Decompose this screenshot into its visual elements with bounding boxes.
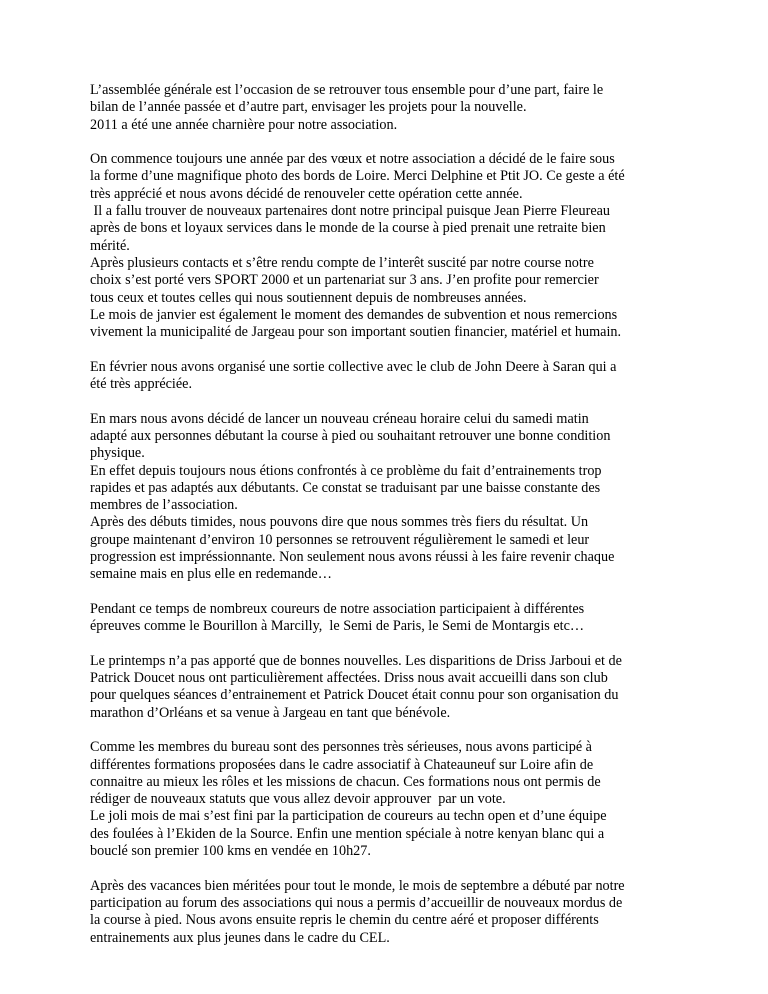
text-line: rapides et pas adaptés aux débutants. Ce constat se traduisant par une baisse constante des xyxy=(90,479,601,496)
text-line: connaitre au mieux les rôles et les missions de chacun. Ces formations nous ont permis de xyxy=(90,773,601,790)
text-line: L’assemblée générale est l’occasion de se retrouver tous ensemble pour d’une part, faire le xyxy=(90,82,604,98)
text-line: progression est impréssionnante. Non seulement nous avons réussi à les faire revenir chaque xyxy=(90,549,615,566)
text-line: En février nous avons organisé une sortie collective avec le club de John Deere à Saran qui a xyxy=(90,358,617,375)
text-line: marathon d’Orléans et sa venue à Jargeau en tant que bénévole. xyxy=(90,704,451,721)
text-line: groupe maintenant d’environ 10 personnes se retrouvent régulièrement le samedi et leur xyxy=(90,531,590,548)
text-line: mérité. xyxy=(90,237,130,254)
text-line: Le joli mois de mai s’est fini par la participation de coureurs au techn open et d’une équipe xyxy=(90,808,607,825)
text-line: semaine mais en plus elle en redemande… xyxy=(90,566,332,583)
text-line: très apprécié et nous avons décidé de renouveler cette opération cette année. xyxy=(90,185,523,202)
paragraph-mars xyxy=(90,411,690,584)
text-line: après de bons et loyaux services dans le monde de la course à pied prenait une retraite bien xyxy=(90,220,606,237)
text-line: bilan de l’année passée et d’autre part, envisager les projets pour la nouvelle. xyxy=(90,99,527,116)
text-line: Le mois de janvier est également le moment des demandes de subvention et nous remercions xyxy=(90,306,618,323)
text-line: entrainements aux plus jeunes dans le cadre du CEL. xyxy=(90,929,390,946)
text-line: des foulées à l’Ekiden de la Source. Enfin une mention spéciale à notre kenyan blanc qui a xyxy=(90,825,605,842)
text-line: On commence toujours une année par des vœux et notre association a décidé de le faire sous xyxy=(90,151,615,168)
paragraph-intro xyxy=(90,82,690,134)
text-line: vivement la municipalité de Jargeau pour son important soutien financier, matériel et humain. xyxy=(90,324,622,341)
text-line: choix s’est porté vers SPORT 2000 et un partenariat sur 3 ans. J’en profite pour remercier xyxy=(90,272,599,289)
text-line: Après plusieurs contacts et s’être rendu compte de l’interêt suscité par notre course notre xyxy=(90,254,594,271)
text-line: épreuves comme le Bourillon à Marcilly, le Semi de Paris, le Semi de Montargis etc… xyxy=(90,618,585,635)
paragraph-courses xyxy=(90,601,690,636)
paragraph-septembre xyxy=(90,878,690,947)
text-line: la course à pied. Nous avons ensuite repris le chemin du centre aéré et proposer différents xyxy=(90,912,599,929)
text-line: été très appréciée. xyxy=(90,376,193,393)
text-line: bouclé son premier 100 kms en vendée en 10h27. xyxy=(90,843,371,860)
text-line: différentes formations proposées dans le cadre associatif à Chateauneuf sur Loire afin de xyxy=(90,756,594,773)
text-line: physique. xyxy=(90,445,145,462)
text-line: Pendant ce temps de nombreux coureurs de notre association participaient à différentes xyxy=(90,600,585,617)
text-line: Après des vacances bien méritées pour tout le monde, le mois de septembre a débuté par notre xyxy=(90,877,625,894)
text-line: membres de l’association. xyxy=(90,497,238,514)
text-line: 2011 a été une année charnière pour notre association. xyxy=(90,116,398,133)
text-line: la forme d’une magnifique photo des bords de Loire. Merci Delphine et Ptit JO. Ce geste a été xyxy=(90,168,625,185)
text-line: pour quelques séances d’entrainement et Patrick Doucet était connu pour son organisation du xyxy=(90,687,619,704)
text-line: Patrick Doucet nous ont particulièrement affectées. Driss nous avait accueilli dans son club xyxy=(90,670,608,687)
text-line: Le printemps n’a pas apporté que de bonnes nouvelles. Les disparitions de Driss Jarboui et de xyxy=(90,652,622,669)
paragraph-voeux-partenaires xyxy=(90,151,690,341)
text-line: Il a fallu trouver de nouveaux partenaires dont notre principal puisque Jean Pierre Fleureau xyxy=(90,203,611,220)
text-line: participation au forum des associations qui nous a permis d’accueillir de nouveaux mordus de xyxy=(90,894,623,911)
text-line: adapté aux personnes débutant la course à pied ou souhaitant retrouver une bonne condition xyxy=(90,427,611,444)
text-line: En effet depuis toujours nous étions confrontés à ce problème du fait d’entrainements trop xyxy=(90,462,602,479)
text-line: rédiger de nouveaux statuts que vous allez devoir approuver par un vote. xyxy=(90,791,506,808)
text-line: tous ceux et toutes celles qui nous soutiennent depuis de nombreuses années. xyxy=(90,289,527,306)
paragraph-bureau xyxy=(90,739,690,860)
paragraph-fevrier xyxy=(90,359,690,394)
text-line: En mars nous avons décidé de lancer un nouveau créneau horaire celui du samedi matin xyxy=(90,410,589,427)
text-line: Comme les membres du bureau sont des personnes très sérieuses, nous avons participé à xyxy=(90,739,592,756)
document-page xyxy=(90,82,690,964)
paragraph-printemps xyxy=(90,653,690,722)
text-line: Après des débuts timides, nous pouvons dire que nous sommes très fiers du résultat. Un xyxy=(90,514,589,531)
